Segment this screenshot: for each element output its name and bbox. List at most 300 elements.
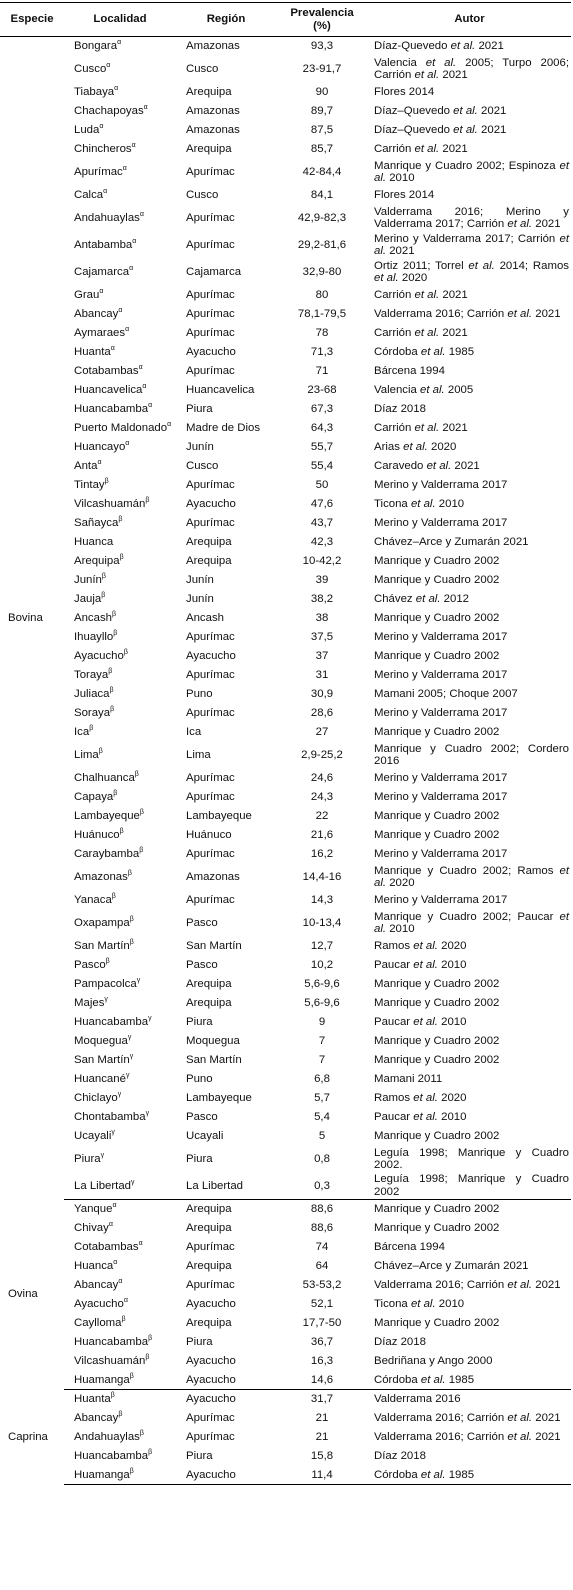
localidad-name: Amazonas [74,870,128,883]
author-cell: Carrión et al. 2021 [374,326,468,339]
prevalence-cell: 7 [318,1053,326,1066]
localidad-name: Apurímac [74,165,123,178]
group-marker: α [167,420,172,428]
group-marker: α [99,287,104,295]
prevalence-cell: 12,7 [310,939,334,952]
localidad-name: Cotabambas [74,364,139,377]
prevalence-cell: 21,6 [310,828,334,841]
localidad-name: Lambayeque [74,809,140,822]
prevalence-cell: 5,6-9,6 [304,996,340,1009]
author-cell: Leguía 1998; Manrique y Cuadro 2002 [368,1173,571,1200]
group-marker: γ [111,1128,115,1136]
region-cell: Arequipa [186,1316,232,1329]
localidad-cell [64,259,176,286]
localidad-name: Abancay [74,1411,119,1424]
author-cell: Paucar et al. 2010 [374,1110,467,1123]
group-marker: α [113,1258,118,1266]
group-marker: β [105,957,110,965]
table-row [0,956,571,975]
group-marker: α [97,458,102,466]
localidad-name: San Martín [74,939,130,952]
region-cell: Amazonas [186,870,240,883]
localidad-cell [64,1013,176,1032]
table-row [0,1051,571,1070]
localidad-name: Chiclayo [74,1091,118,1104]
table-row [0,590,571,609]
table-row [0,937,571,956]
region-cell: Piura [186,402,213,415]
region-cell: Ayacucho [186,1297,236,1310]
author-cell: Arias et al. 2020 [374,440,457,453]
group-marker: α [103,187,108,195]
localidad-name: Chincheros [74,142,132,155]
localidad-name: Junín [74,573,102,586]
table-row [0,495,571,514]
author-cell: Manrique y Cuadro 2002 [374,977,500,990]
author-cell: Córdoba et al. 1985 [368,1466,571,1485]
localidad-name: Ayacucho [74,1297,124,1310]
localidad-name: Capaya [74,790,114,803]
table-row [0,845,571,864]
group-marker: β [118,515,123,523]
region-cell: Arequipa [186,85,232,98]
group-marker: γ [117,1090,122,1098]
author-cell: Manrique y Cuadro 2002 [374,809,500,822]
table-row [0,533,571,552]
localidad-name: Huancavelica [74,383,143,396]
localidad-cell [64,37,176,56]
region-cell: Apurímac [186,1430,235,1443]
localidad-cell [64,956,176,975]
table-row [0,381,571,400]
group-marker: α [118,1277,123,1285]
localidad-cell [64,400,176,419]
region-cell: Ayacucho [176,1466,276,1485]
region-cell: Huánuco [186,828,232,841]
table-row [0,140,571,159]
localidad-name: Huánuco [74,828,120,841]
group-marker: α [138,1239,143,1247]
localidad-name: Chivay [74,1221,109,1234]
localidad-cell [64,1070,176,1089]
localidad-name: Moquegua [74,1034,128,1047]
author-cell: Valencia et al. 2005 [374,383,474,396]
group-marker: γ [136,976,141,984]
localidad-cell [64,1409,176,1428]
author-cell: Manrique y Cuadro 2002; Cordero 2016 [374,742,569,767]
species-group [0,37,571,1200]
table-row [0,259,571,286]
table-row [0,205,571,232]
author-cell: Merino y Valderrama 2017 [374,790,508,803]
table-row [0,438,571,457]
localidad-cell [64,232,176,259]
header-prevalencia-unit: (%) [313,19,331,32]
localidad-cell [64,419,176,438]
table-row [0,1314,571,1333]
localidad-cell [64,1219,176,1238]
table-row [0,121,571,140]
author-cell: Flores 2014 [374,85,435,98]
localidad-name: Puerto Maldonado [74,421,168,434]
region-cell: Ica [186,725,202,738]
region-cell: Arequipa [186,535,232,548]
prevalence-cell: 14,3 [310,893,334,906]
table-row [0,666,571,685]
localidad-cell [64,476,176,495]
localidad-name: Yanque [74,1203,113,1215]
region-cell: Ayacucho [186,1393,236,1405]
localidad-cell [64,1466,176,1485]
region-cell: Piura [186,1449,213,1462]
region-cell: Ancash [186,611,224,624]
table-row [0,685,571,704]
localidad-name: Anta [74,459,98,472]
table-row [0,1219,571,1238]
author-cell: Manrique y Cuadro 2002 [374,1053,500,1066]
group-marker: β [113,629,118,637]
species-group [0,1200,571,1390]
author-cell: Chávez et al. 2012 [374,592,470,605]
prevalence-cell: 24,6 [310,771,334,784]
group-marker: β [148,1448,153,1456]
group-marker: α [131,141,136,149]
table-row [0,83,571,102]
author-cell: Díaz 2018 [374,1335,426,1348]
author-cell: Díaz–Quevedo et al. 2021 [374,123,507,136]
group-marker: β [129,1467,134,1475]
prevalence-cell: 88,6 [310,1203,334,1215]
author-cell: Díaz–Quevedo et al. 2021 [374,104,507,117]
region-cell: Ayacucho [186,497,236,510]
author-cell: Manrique y Cuadro 2002 [374,1129,500,1142]
localidad-cell [64,826,176,845]
table-row [0,704,571,723]
region-cell: Apurímac [186,771,235,784]
prevalence-cell: 22 [315,809,329,822]
localidad-name: Piura [74,1152,101,1165]
region-cell: Apurímac [186,478,235,491]
prevalence-cell: 47,6 [310,497,334,510]
table-row [0,305,571,324]
localidad-name: Chachapoyas [74,104,144,117]
prevalence-cell: 10-42,2 [302,554,342,567]
table-row [0,476,571,495]
prevalence-cell: 17,7-50 [302,1316,342,1329]
prevalence-cell: 50 [315,478,329,491]
prevalence-cell: 10,2 [310,958,334,971]
prevalence-cell: 11,4 [276,1466,368,1485]
author-cell: Bárcena 1994 [374,1240,445,1253]
prevalence-cell: 55,7 [310,440,334,453]
localidad-name: Huamanga [74,1468,130,1481]
region-cell: Junín [186,592,214,605]
localidad-cell [64,140,176,159]
region-cell: Apurímac [186,165,235,178]
localidad-cell [64,666,176,685]
prevalence-cell: 87,5 [310,123,334,136]
prevalence-cell: 80 [315,288,329,301]
prevalence-cell: 52,1 [310,1297,334,1310]
prevalence-table [0,2,571,1485]
localidad-cell [64,1428,176,1447]
region-cell: Apurímac [186,211,235,224]
localidad-name: Caylloma [74,1316,122,1329]
table-row [0,1146,571,1173]
prevalence-cell: 42,9-82,3 [297,211,347,224]
header-region: Región [176,3,276,37]
localidad-cell [64,1390,176,1409]
group-marker: α [114,84,119,92]
group-marker: β [109,686,114,694]
group-marker: β [108,667,113,675]
author-cell: Merino y Valderrama 2017 [374,516,508,529]
region-cell: Arequipa [186,142,232,155]
table-row [0,1070,571,1089]
region-cell: Ucayali [186,1129,224,1142]
localidad-name: Ica [74,725,90,738]
region-cell: Apurímac [186,630,235,643]
region-cell: Ayacucho [186,1354,236,1367]
author-cell: Manrique y Cuadro 2002 [374,1034,500,1047]
table-row [0,1013,571,1032]
localidad-cell [64,457,176,476]
region-cell: Apurímac [186,326,235,339]
region-cell: Cusco [186,188,219,201]
prevalence-cell: 28,6 [310,706,334,719]
author-cell: Chávez–Arce y Zumarán 2021 [374,535,529,548]
region-cell: Lambayeque [186,809,252,822]
prevalence-cell: 38 [315,611,329,624]
prevalence-cell: 71,3 [310,345,334,358]
prevalence-cell: 90 [315,85,329,98]
localidad-cell [64,1314,176,1333]
region-cell: Junín [186,573,214,586]
species-group [0,1390,571,1485]
localidad-name: Soraya [74,706,111,719]
author-cell: Carrión et al. 2021 [374,142,468,155]
prevalence-cell: 39 [315,573,329,586]
localidad-name: Huanta [74,345,111,358]
localidad-cell [64,121,176,140]
group-marker: β [112,610,117,618]
localidad-name: Cusco [74,62,107,75]
localidad-name: Ancash [74,611,112,624]
prevalence-cell: 16,3 [310,1354,334,1367]
region-cell: Piura [186,1152,213,1165]
region-cell: Cusco [186,459,219,472]
region-cell: Amazonas [186,123,240,136]
localidad-cell [64,1447,176,1466]
localidad-name: Caraybamba [74,847,140,860]
prevalence-cell: 0,8 [314,1152,330,1165]
localidad-cell [64,1032,176,1051]
author-cell: Merino y Valderrama 2017 [374,847,508,860]
localidad-cell [64,647,176,666]
localidad-name: Tintay [74,478,105,491]
localidad-name: Yanaca [74,893,112,906]
author-cell: Mamani 2005; Choque 2007 [374,687,518,700]
prevalence-cell: 21 [315,1430,329,1443]
author-cell: Valderrama 2016; Carrión et al. 2021 [374,1278,561,1291]
region-cell: San Martín [186,939,242,952]
prevalence-cell: 37,5 [310,630,334,643]
author-cell: Manrique y Cuadro 2002 [374,1203,500,1215]
author-cell: Ticona et al. 2010 [374,1297,465,1310]
author-cell: Bedriñana y Ango 2000 [374,1354,493,1367]
region-cell: Junín [186,440,214,453]
localidad-cell [64,845,176,864]
localidad-name: Ayacucho [74,649,124,662]
table-row [0,1127,571,1146]
localidad-cell [64,590,176,609]
table-row [0,788,571,807]
group-marker: β [139,808,144,816]
localidad-name: Chalhuanca [74,771,135,784]
author-cell: Manrique y Cuadro 2002 [374,996,500,1009]
localidad-cell [64,83,176,102]
group-marker: α [99,122,104,130]
localidad-cell [64,1089,176,1108]
localidad-cell [64,1238,176,1257]
localidad-cell [64,1200,176,1219]
table-row [0,37,571,56]
localidad-cell [64,533,176,552]
group-marker: α [108,1220,113,1228]
localidad-name: Andahuaylas [74,1430,140,1443]
prevalence-cell: 2,9-25,2 [301,748,343,761]
group-marker: α [142,382,147,390]
region-cell: Piura [186,1015,213,1028]
group-marker: α [110,344,115,352]
table-row [0,552,571,571]
table-row [0,1466,571,1485]
region-cell: Cusco [186,62,219,75]
author-cell: Bárcena 1994 [374,364,445,377]
region-cell: Pasco [186,916,218,929]
table-row [0,56,571,83]
localidad-cell [64,864,176,891]
table-row [0,1371,571,1390]
group-marker: β [145,1353,150,1361]
author-cell: Merino y Valderrama 2017 [374,630,508,643]
table-row [0,102,571,121]
author-cell: Ortiz 2011; Torrel et al. 2014; Ramos et al. 2020 [374,259,569,284]
localidad-cell [64,571,176,590]
group-marker: β [148,1334,153,1342]
author-cell: Valderrama 2016; Merino y Valderrama 2017; Carrión et al. 2021 [374,205,569,230]
localidad-cell [64,937,176,956]
table-row [0,864,571,891]
group-marker: γ [131,1178,135,1186]
table-row [0,457,571,476]
group-marker: β [127,869,132,877]
author-cell: Manrique y Cuadro 2002 [374,649,500,662]
localidad-name: Sañayca [74,516,119,529]
table-row [0,1333,571,1352]
author-cell: Merino y Valderrama 2017; Carrión et al. 2021 [374,232,569,257]
group-marker: β [111,892,116,900]
prevalence-cell: 93,3 [310,40,334,52]
prevalence-cell: 0,3 [276,1173,368,1200]
group-marker: γ [129,1052,134,1060]
table-row [0,1352,571,1371]
region-cell: Lambayeque [186,1091,252,1104]
prevalence-cell: 71 [315,364,329,377]
group-marker: β [129,915,134,923]
region-cell: Moquegua [186,1034,240,1047]
prevalence-cell: 84,1 [310,188,334,201]
author-cell: Valderrama 2016; Carrión et al. 2021 [374,1411,561,1424]
author-cell: Flores 2014 [374,188,435,201]
table-row [0,826,571,845]
author-cell: Carrión et al. 2021 [374,288,468,301]
group-marker: α [138,363,143,371]
header-especie: Especie [0,3,64,37]
header-prevalencia [276,3,368,37]
localidad-cell [64,286,176,305]
localidad-name: Cotabambas [74,1240,139,1253]
species-cell: Ovina [8,1288,38,1301]
localidad-cell [64,343,176,362]
localidad-cell [64,742,176,769]
region-cell: Apurímac [186,1240,235,1253]
prevalence-cell: 55,4 [310,459,334,472]
author-cell: Díaz 2018 [374,402,426,415]
table-row [0,742,571,769]
prevalence-cell: 29,2-81,6 [297,238,347,251]
table-row [0,343,571,362]
table-row [0,1390,571,1409]
localidad-cell [64,324,176,343]
prevalence-cell: 78 [315,326,329,339]
region-cell: Apurímac [186,1411,235,1424]
prevalence-cell: 16,2 [310,847,334,860]
localidad-cell [64,975,176,994]
region-cell: Apurímac [186,516,235,529]
group-marker: β [119,827,124,835]
localidad-cell [64,495,176,514]
region-cell: Apurímac [186,1278,235,1291]
table-row [0,159,571,186]
localidad-cell [64,381,176,400]
group-marker: β [134,770,139,778]
group-marker: γ [104,995,108,1003]
region-cell: Amazonas [186,104,240,117]
author-cell: Valderrama 2016; Carrión et al. 2021 [374,307,561,320]
localidad-name: Juliaca [74,687,110,700]
table-row [0,1173,571,1200]
prevalence-cell: 32,9-80 [302,265,342,278]
localidad-cell [64,788,176,807]
author-cell: Valderrama 2016 [374,1393,461,1405]
species-cell: Bovina [8,612,43,624]
author-cell: Manrique y Cuadro 2002; Espinoza et al. 2010 [374,159,569,184]
prevalence-cell: 42,3 [310,535,334,548]
region-cell: Apurímac [186,706,235,719]
localidad-cell [64,186,176,205]
region-cell: Madre de Dios [186,421,261,434]
group-marker: β [121,1315,126,1323]
table-header [0,3,571,37]
region-cell: Huancavelica [186,383,255,396]
group-marker: α [122,164,127,172]
localidad-cell [64,891,176,910]
region-cell: Ayacucho [176,1371,276,1390]
prevalence-cell: 43,7 [310,516,334,529]
localidad-cell [64,769,176,788]
localidad-name: Chontabamba [74,1110,146,1123]
